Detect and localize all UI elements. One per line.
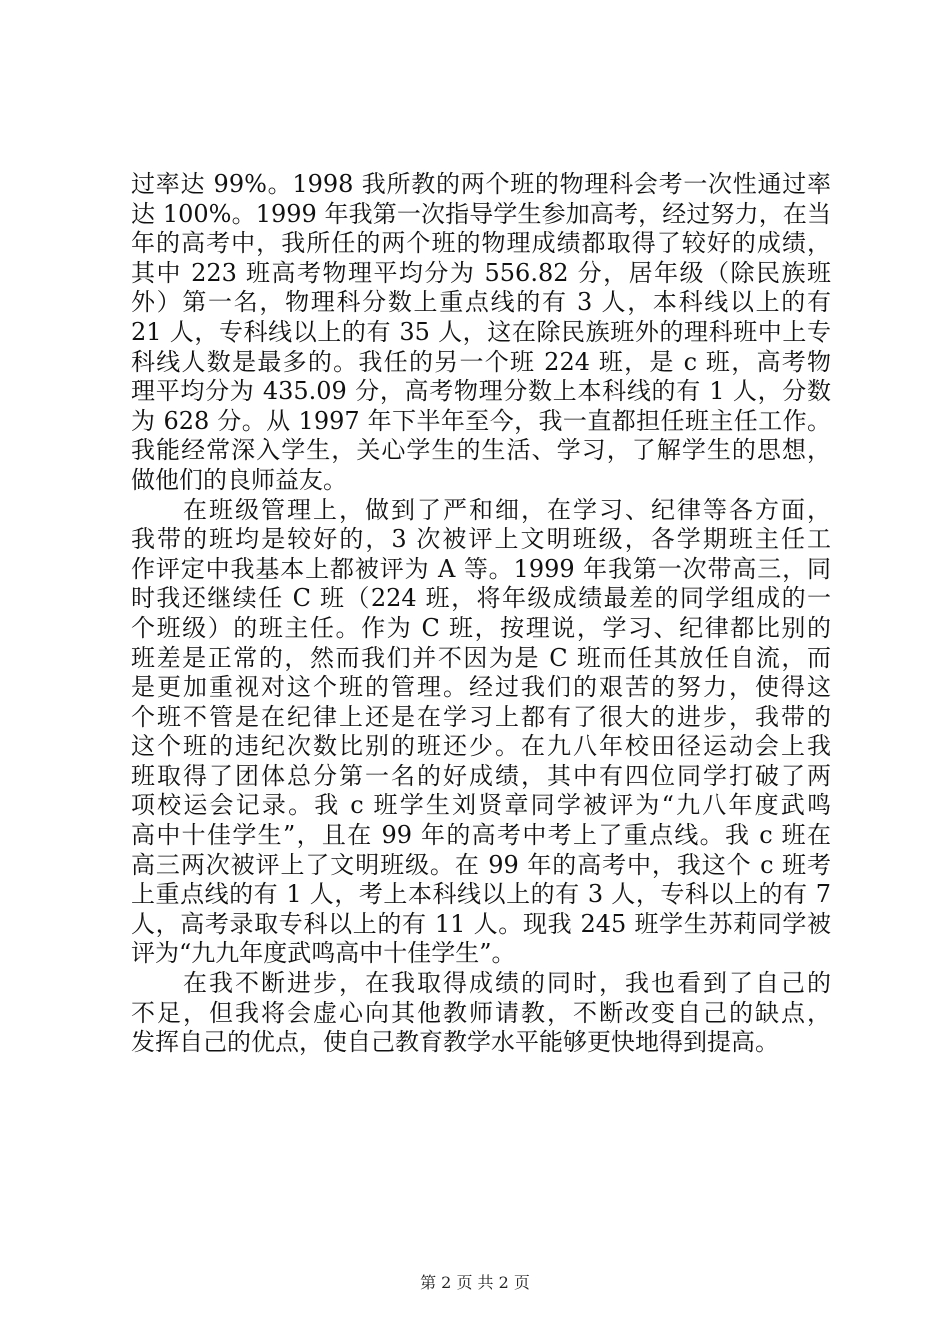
text-line: 为 628 分。从 1997 年下半年至今，我一直都担任班主任工作。 bbox=[131, 406, 831, 435]
text-line: 高三两次被评上了文明班级。在 99 年的高考中，我这个 c 班考 bbox=[131, 850, 831, 879]
text-line: 做他们的良师益友。 bbox=[131, 465, 347, 494]
text-line: 我能经常深入学生，关心学生的生活、学习，了解学生的思想， bbox=[131, 436, 831, 465]
text-line: 项校运会记录。我 c 班学生刘贤章同学被评为“九八年度武鸣 bbox=[131, 791, 831, 820]
text-line: 班取得了团体总分第一名的好成绩，其中有四位同学打破了两 bbox=[131, 761, 831, 790]
text-line: 是更加重视对这个班的管理。经过我们的艰苦的努力，使得这 bbox=[131, 673, 831, 702]
text-line: 在我不断进步，在我取得成绩的同时，我也看到了自己的 bbox=[131, 969, 831, 998]
text-line: 作评定中我基本上都被评为 A 等。1999 年我第一次带高三，同 bbox=[131, 554, 831, 583]
text-line: 我带的班均是较好的，3 次被评上文明班级，各学期班主任工 bbox=[131, 525, 831, 554]
text-line: 上重点线的有 1 人，考上本科线以上的有 3 人，专科以上的有 7 bbox=[131, 880, 831, 909]
text-line: 评为“九九年度武鸣高中十佳学生”。 bbox=[131, 939, 516, 968]
text-line: 高中十佳学生”，且在 99 年的高考中考上了重点线。我 c 班在 bbox=[131, 821, 831, 850]
text-line: 班差是正常的，然而我们并不因为是 C 班而任其放任自流，而 bbox=[131, 643, 831, 672]
text-line: 个班不管是在纪律上还是在学习上都有了很大的进步，我带的 bbox=[131, 702, 831, 731]
text-line: 发挥自己的优点，使自己教育教学水平能够更快地得到提高。 bbox=[131, 1028, 779, 1057]
text-line: 其中 223 班高考物理平均分为 556.82 分，居年级（除民族班 bbox=[131, 258, 831, 287]
text-line: 个班级）的班主任。作为 C 班，按理说，学习、纪律都比别的 bbox=[131, 613, 831, 642]
text-line: 人，高考录取专科以上的有 11 人。现我 245 班学生苏莉同学被 bbox=[131, 909, 831, 938]
document-body bbox=[131, 170, 831, 1058]
text-line: 理平均分为 435.09 分，高考物理分数上本科线的有 1 人，分数 bbox=[131, 377, 831, 406]
text-line: 不足，但我将会虚心向其他教师请教，不断改变自己的缺点， bbox=[131, 998, 831, 1027]
text-line: 年的高考中，我所任的两个班的物理成绩都取得了较好的成绩， bbox=[131, 229, 831, 258]
text-line: 科线人数是最多的。我任的另一个班 224 班，是 c 班，高考物 bbox=[131, 347, 831, 376]
text-line: 时我还继续任 C 班（224 班，将年级成绩最差的同学组成的一 bbox=[131, 584, 831, 613]
text-line: 这个班的违纪次数比别的班还少。在九八年校田径运动会上我 bbox=[131, 732, 831, 761]
text-line: 外）第一名，物理科分数上重点线的有 3 人，本科线以上的有 bbox=[131, 288, 831, 317]
text-line: 在班级管理上，做到了严和细，在学习、纪律等各方面， bbox=[131, 495, 831, 524]
text-line: 达 100%。1999 年我第一次指导学生参加高考，经过努力，在当 bbox=[131, 199, 831, 228]
page-footer: 第 2 页 共 2 页 bbox=[420, 1273, 530, 1292]
text-line: 过率达 99%。1998 我所教的两个班的物理科会考一次性通过率 bbox=[131, 170, 831, 198]
text-line: 21 人，专科线以上的有 35 人，这在除民族班外的理科班中上专 bbox=[131, 317, 831, 346]
